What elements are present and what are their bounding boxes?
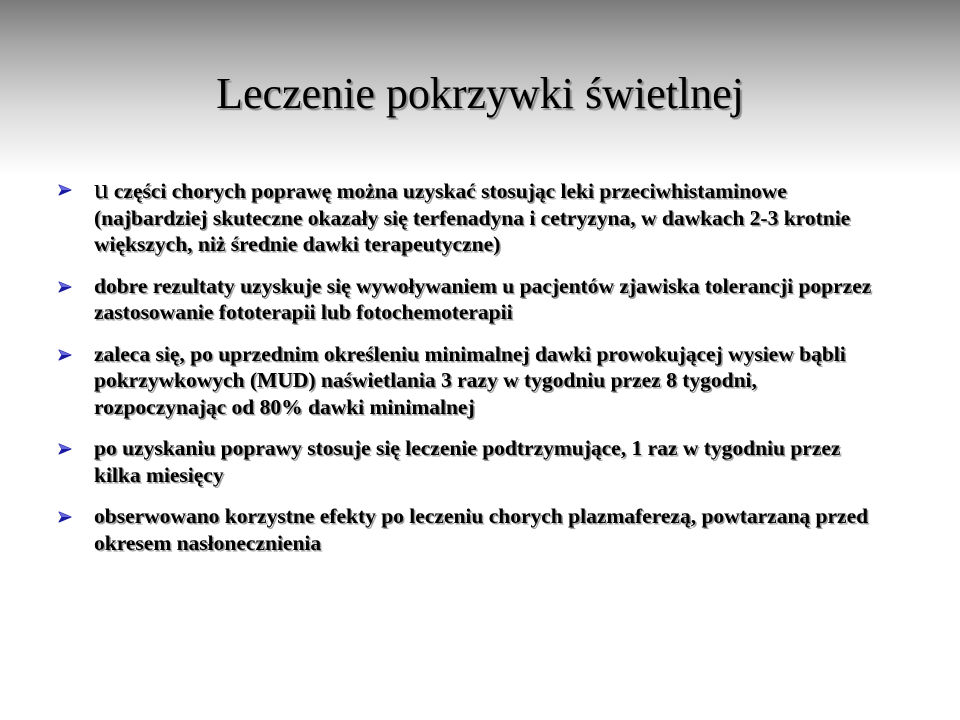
bullet-text: [94, 173, 851, 256]
bullet-text: zaleca się, po uprzednim określeniu minimalnej dawki prowokującej wysiew bąbli pokrzywkowych (MUD) naświetlania 3 razy w tygodniu przez 8 tygodni, rozpoczynając od 80% dawki minimalnej: [94, 341, 846, 419]
bullet-text: dobre rezultaty uzyskuje się wywoływaniem u pacjentów zjawiska tolerancji poprzez zastosowanie fototerapii lub fotochemoterapii: [94, 273, 872, 324]
arrow-bullet-icon: [58, 443, 72, 455]
bullet-item: [58, 341, 888, 421]
arrow-bullet-icon: [58, 511, 72, 523]
bullet-list: [58, 173, 888, 571]
bullet-text-rest: części chorych poprawę można uzyskać stosując leki przeciwhistaminowe (najbardziej skuteczne okazały się terfenadyna i cetryzyna, w dawkach 2-3 krotnie większych, niż średnie dawki terapeutyczne): [94, 179, 851, 256]
bullet-text: po uzyskaniu poprawy stosuje się leczenie podtrzymujące, 1 raz w tygodniu przez kilka miesięcy: [94, 436, 841, 487]
bullet-lead-letter: u: [94, 173, 109, 205]
bullet-item: [58, 503, 888, 556]
bullet-item: [58, 273, 888, 326]
slide-title: Leczenie pokrzywki świetlnej: [216, 69, 744, 118]
arrow-bullet-icon: [58, 349, 72, 361]
arrow-bullet-icon: [58, 184, 72, 196]
bullet-text: obserwowano korzystne efekty po leczeniu chorych plazmaferezą, powtarzaną przed okresem nasłonecznienia: [94, 504, 869, 555]
bullet-item: [58, 435, 888, 488]
bullet-item: [58, 173, 888, 258]
arrow-bullet-icon: [58, 281, 72, 293]
